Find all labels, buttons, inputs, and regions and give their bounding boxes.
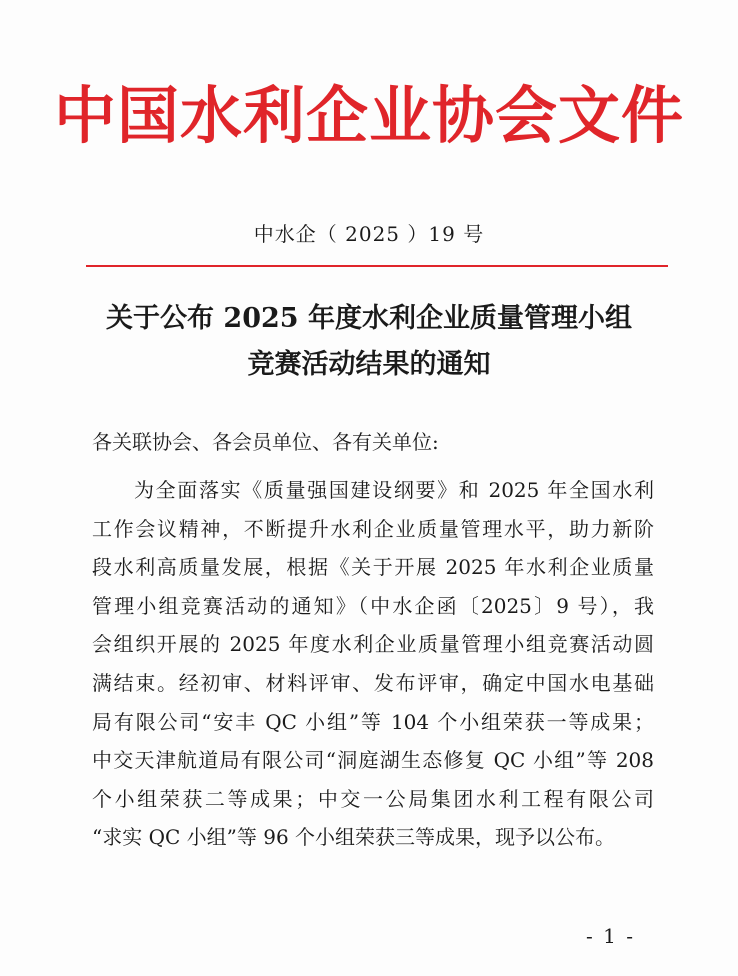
body-line: 中交天津航道局有限公司“洞庭湖生态修复 QC 小组”等 208 [92, 748, 654, 773]
body-line: 工作会议精神，不断提升水利企业质量管理水平，助力新阶 [92, 516, 654, 541]
notice-title-line-2: 竞赛活动结果的通知 [247, 349, 491, 380]
body-line: 满结束。经初审、材料评审、发布评审，确定中国水电基础 [92, 670, 654, 695]
body-line: 局有限公司“安丰 QC 小组”等 104 个小组荣获一等成果； [92, 709, 654, 734]
body-line: 管理小组竞赛活动的通知》（中水企函〔2025〕9 号），我 [92, 593, 654, 618]
red-divider-line [86, 265, 668, 267]
body-line: “求实 QC 小组”等 96 个小组荣获三等成果，现予以公布。 [92, 825, 616, 850]
body-line: 个小组荣获二等成果；中交一公局集团水利工程有限公司 [92, 786, 654, 811]
notice-title-line-1: 关于公布 2025 年度水利企业质量管理小组 [106, 303, 632, 334]
body-line: 会组织开展的 2025 年度水利企业质量管理小组竞赛活动圆 [92, 632, 654, 657]
body-paragraph [92, 471, 654, 857]
body-line: 为全面落实《质量强国建设纲要》和 2025 年全国水利 [134, 478, 654, 502]
notice-title [0, 296, 738, 388]
document-number: 中水企（ 2025 ）19 号 [253, 222, 485, 246]
masthead-title: 中国水利企业协会文件 [53, 79, 684, 152]
salutation: 各关联协会、各会员单位、各有关单位: [92, 430, 439, 454]
body-line: 段水利高质量发展，根据《关于开展 2025 年水利企业质量 [92, 555, 654, 580]
page-number: - 1 - [586, 924, 635, 948]
